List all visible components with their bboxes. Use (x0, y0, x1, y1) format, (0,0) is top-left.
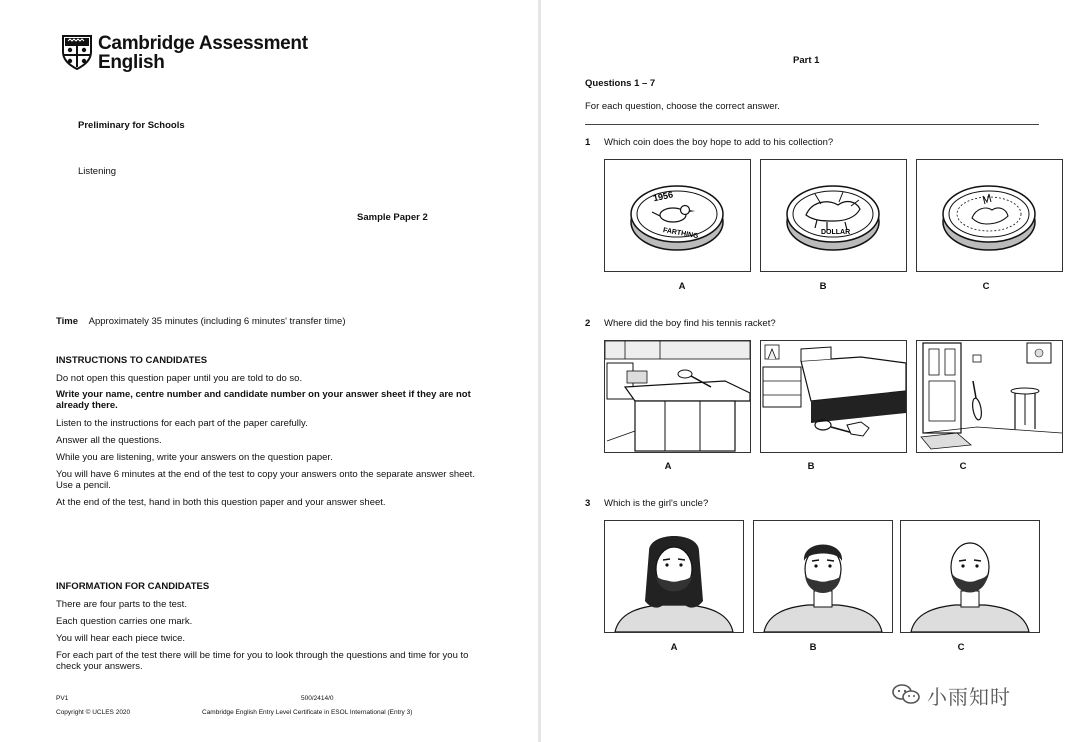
component-name: Listening (78, 166, 117, 177)
man-long-hair-drawing (605, 521, 743, 632)
part-instruction: For each question, choose the correct answer. (585, 101, 780, 112)
coin-farthing-drawing (605, 160, 750, 271)
q1-option-c-image[interactable] (916, 159, 1063, 272)
man-bald-drawing (901, 521, 1039, 632)
q2-option-b-label: B (807, 461, 815, 472)
instruction-4: Answer all the questions. (56, 435, 162, 446)
q3-number: 3 (585, 498, 591, 509)
cambridge-shield-logo (61, 34, 93, 70)
logo-subtitle: English (98, 52, 165, 73)
q2-option-a-label: A (664, 461, 672, 472)
q2-option-b-image[interactable] (760, 340, 907, 453)
q3-option-a-image[interactable] (604, 520, 744, 633)
instructions-heading: INSTRUCTIONS TO CANDIDATES (56, 355, 208, 366)
instruction-3: Listen to the instructions for each part of the paper carefully. (56, 418, 308, 429)
kitchen-drawing (605, 341, 750, 452)
instruction-1: Do not open this question paper until you are told to do so. (56, 373, 303, 384)
information-2: Each question carries one mark. (56, 616, 193, 627)
q1-option-b-image[interactable] (760, 159, 907, 272)
q2-text: Where did the boy find his tennis racket? (604, 318, 776, 329)
part1-page (541, 0, 1080, 742)
wechat-icon (891, 682, 921, 706)
coin-a-year: 1956 (652, 189, 674, 204)
footer-code: PV1 (56, 695, 69, 702)
coin-b-name: DOLLAR (821, 229, 851, 236)
man-short-hair-drawing (754, 521, 892, 632)
part-title: Part 1 (793, 55, 820, 66)
q3-option-a-label: A (670, 642, 678, 653)
hallway-drawing (917, 341, 1062, 452)
watermark-text: 小雨知时 (927, 685, 1011, 709)
footer-ref: 500/2414/0 (301, 695, 334, 702)
q3-option-c-image[interactable] (900, 520, 1040, 633)
footer-copyright: Copyright © UCLES 2020 (56, 709, 131, 716)
information-heading: INFORMATION FOR CANDIDATES (56, 581, 210, 592)
instruction-7: At the end of the test, hand in both this question paper and your answer sheet. (56, 497, 386, 508)
watermark (891, 680, 1041, 708)
time-text: Approximately 35 minutes (including 6 minutes' transfer time) (88, 316, 346, 327)
q1-option-a-label: A (678, 281, 686, 292)
information-4: For each part of the test there will be time for you to look through the questions and time for you to check your answers. (56, 650, 469, 672)
instruction-2: Write your name, centre number and candidate number on your answer sheet if they are not already there. (56, 389, 471, 411)
coin-dollar-drawing (761, 160, 906, 271)
q2-number: 2 (585, 318, 591, 329)
exam-name: Preliminary for Schools (78, 120, 185, 131)
coin-a-name: FARTHING (662, 227, 699, 241)
q3-option-b-image[interactable] (753, 520, 893, 633)
logo-title: Cambridge Assessment (98, 33, 308, 54)
q3-option-b-label: B (809, 642, 817, 653)
paper-name: Sample Paper 2 (357, 212, 428, 223)
information-1: There are four parts to the test. (56, 599, 187, 610)
q1-option-a-image[interactable] (604, 159, 751, 272)
time-label: Time (56, 316, 79, 327)
cover-page (0, 0, 538, 742)
q1-option-b-label: B (819, 281, 827, 292)
footer-certificate: Cambridge English Entry Level Certificate in ESOL International (Entry 3) (202, 709, 413, 716)
section-rule (585, 124, 1039, 125)
q2-option-c-image[interactable] (916, 340, 1063, 453)
q3-text: Which is the girl's uncle? (604, 498, 709, 509)
q1-number: 1 (585, 137, 591, 148)
q3-option-c-label: C (957, 642, 965, 653)
coin-c-drawing (917, 160, 1062, 271)
instruction-6: You will have 6 minutes at the end of the test to copy your answers onto the separate answer sheet. Use a pencil. (56, 469, 475, 491)
q2-option-a-image[interactable] (604, 340, 751, 453)
time-row (56, 316, 346, 327)
instruction-5: While you are listening, write your answers on the question paper. (56, 452, 333, 463)
q1-text: Which coin does the boy hope to add to his collection? (604, 137, 834, 148)
bedroom-drawing (761, 341, 906, 452)
questions-range: Questions 1 – 7 (585, 78, 656, 89)
q2-option-c-label: C (959, 461, 967, 472)
information-3: You will hear each piece twice. (56, 633, 186, 644)
q1-option-c-label: C (982, 281, 990, 292)
